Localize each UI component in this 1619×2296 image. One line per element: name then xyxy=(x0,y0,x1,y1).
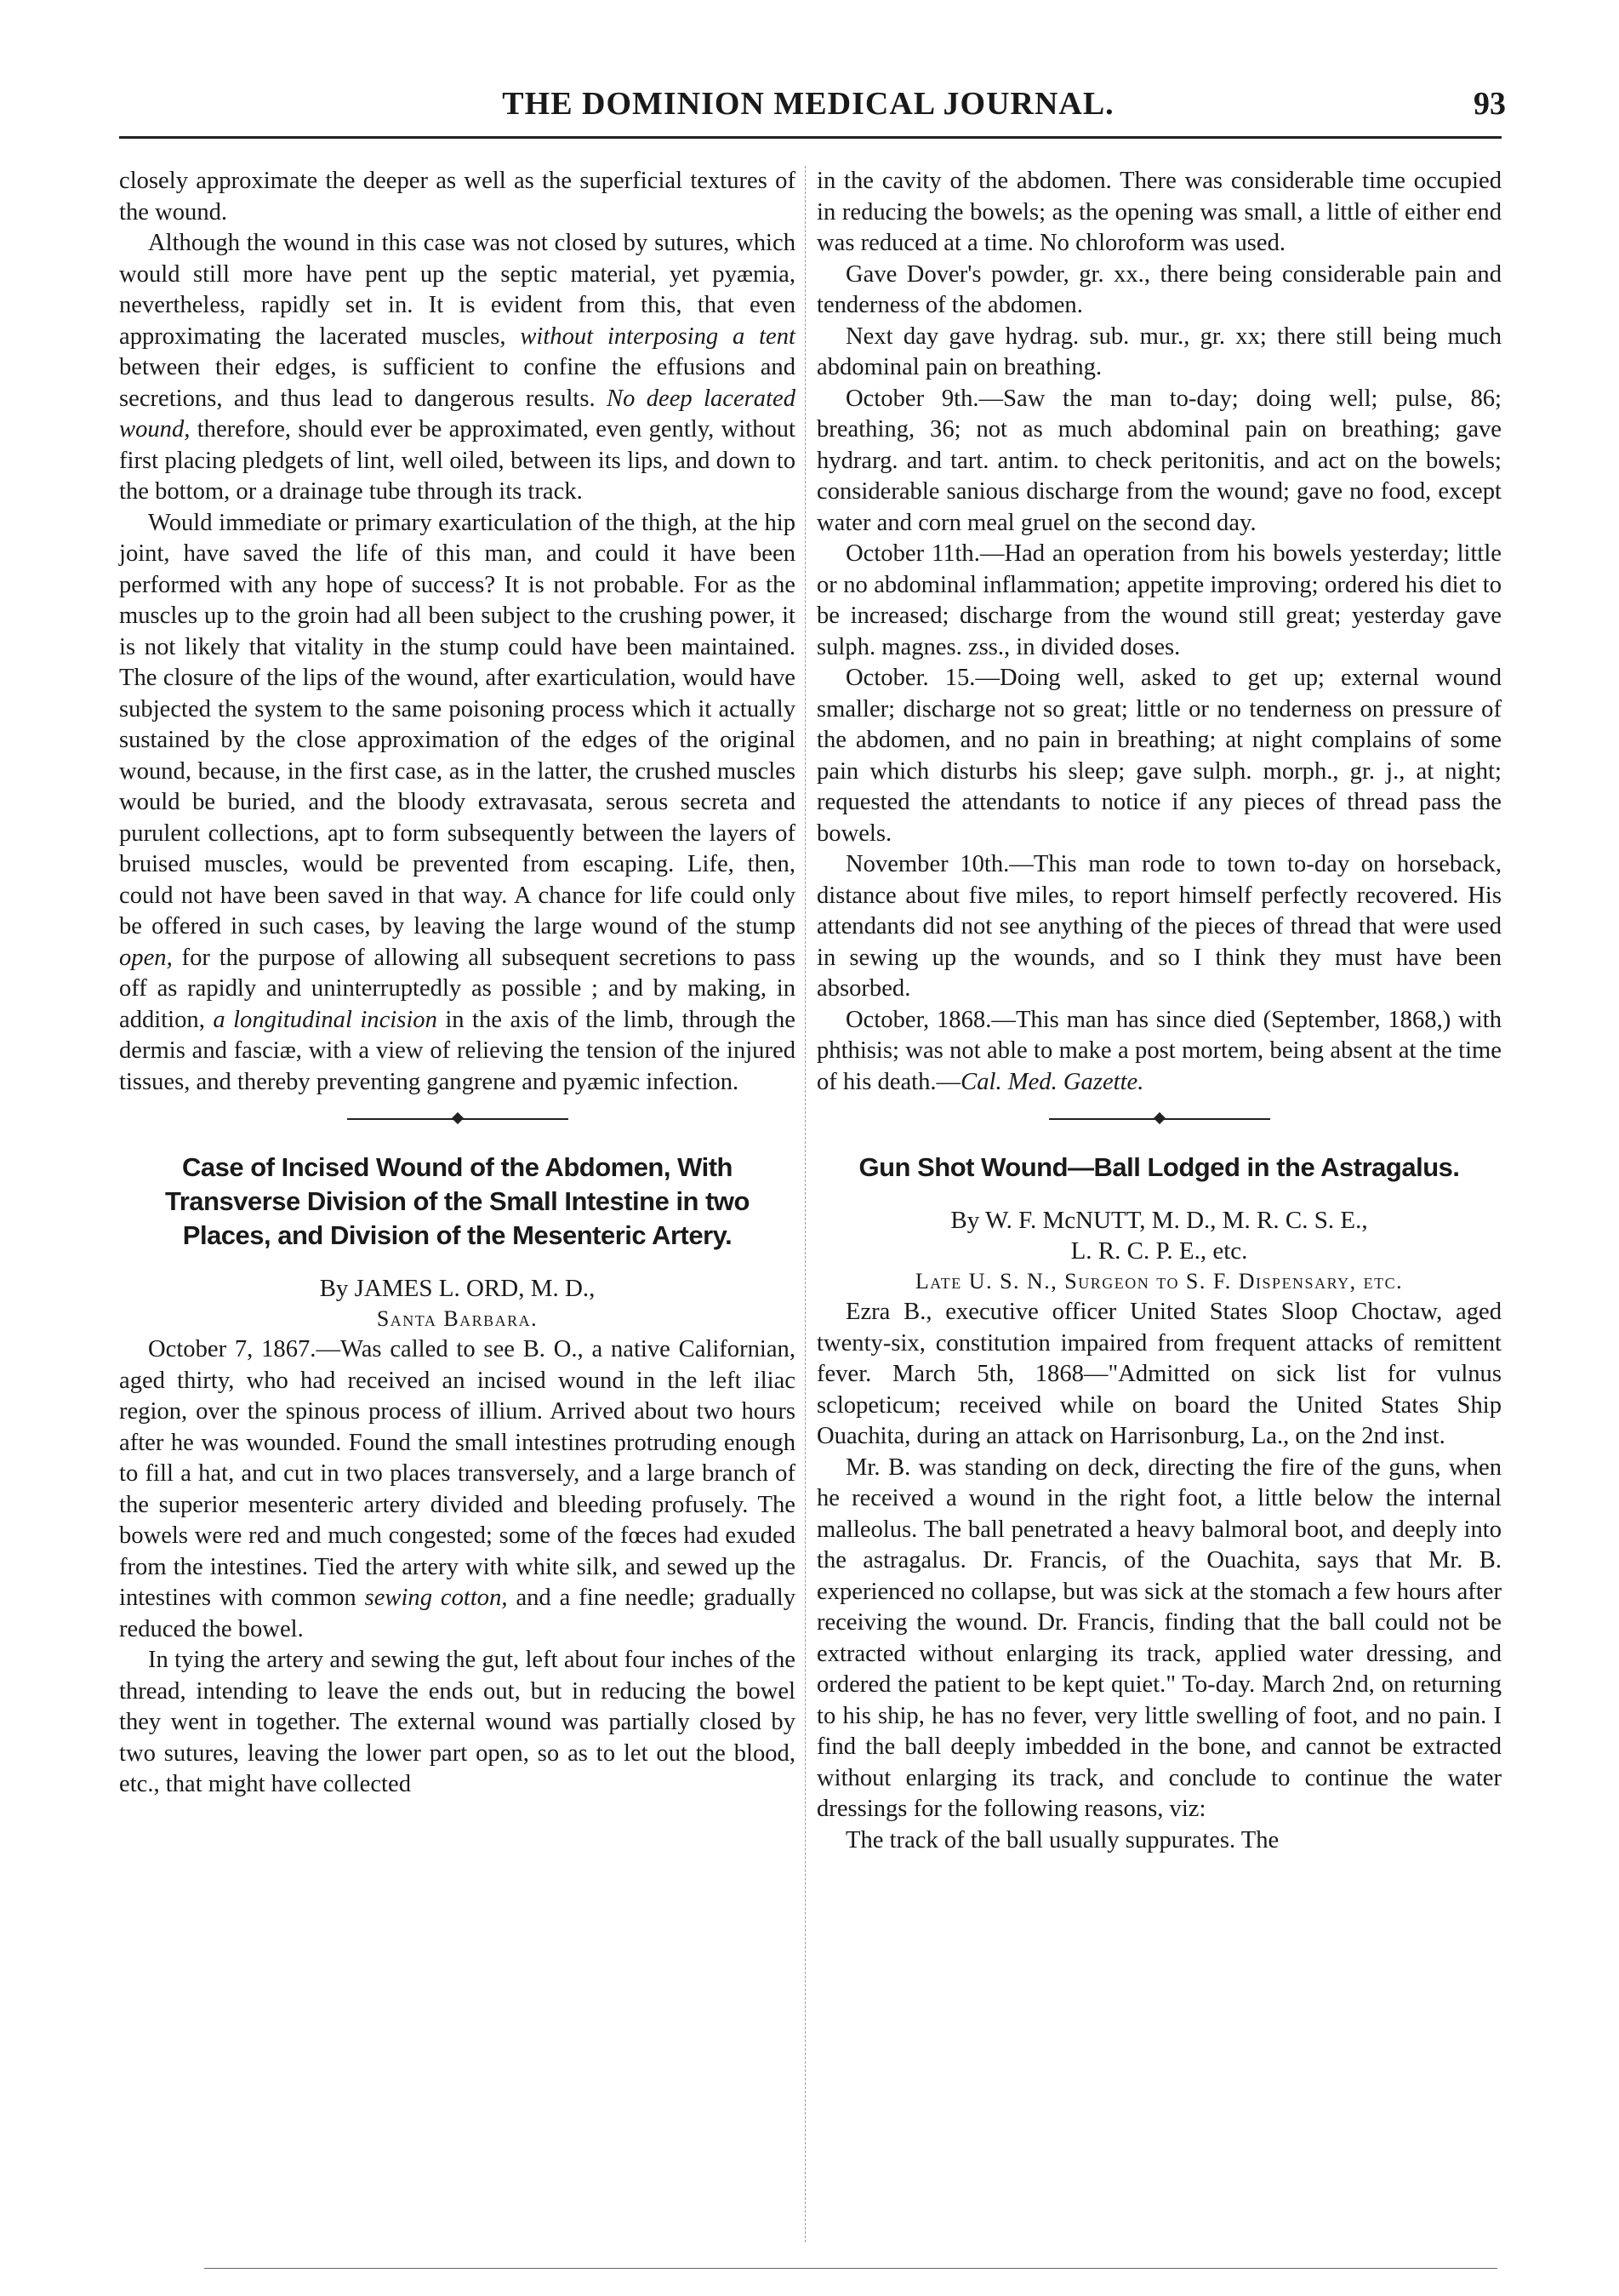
left-column xyxy=(119,166,795,1801)
author-byline: By JAMES L. ORD, M. D., xyxy=(319,1275,596,1302)
paragraph: October 7, 1867.—Was called to see B. O., a native Californian, aged thirty, who had received an incised wound in the left iliac region, over the spinous process of illium. Arrived about two hours after he was wounded. Found the small intestines protruding enough to fill a hat, and cut in two places transversely, and a large branch of the superior mesenteric artery divided and bleeding profusely. The bowels were red and much congested; some of the fœces had exuded from the intestines. Tied the artery with white silk, and sewed up the intestines with common sewing cotton, and a fine needle; gradually reduced the bowel. xyxy=(119,1336,795,1642)
paragraph: closely approximate the deeper as well as the superficial textures of the wound. xyxy=(119,168,795,226)
paragraph: Would immediate or primary exarticulation of the thigh, at the hip joint, have saved the life of this man, and could it have been performed with any hope of success? It is not probable. For as the muscles up to the groin had all been subject to the crushing power, it is not likely that vitality in the stump could have been maintained. The closure of the lips of the wound, after exarticulation, would have subjected the system to the same poisoning process which it actually sustained by the close approximation of the edges of the original wound, because, in the first case, as in the latter, the crushed muscles would be buried, and the bloody extravasata, serous secreta and purulent collections, apt to form subsequently between the layers of bruised muscles, would be prevented from escaping. Life, then, could not have been saved in that way. A chance for life could only be offered in such cases, by leaving the large wound of the stump open, for the purpose of allowing all subsequent secretions to pass off as rapidly and uninterruptedly as possible ; and by making, in addition, a longitudinal incision in the axis of the limb, through the dermis and fasciæ, with a view of relieving the tension of the injured tissues, and thereby preventing gangrene and pyæmic infection. xyxy=(119,509,795,1095)
page-number: 93 xyxy=(1474,86,1506,122)
running-head xyxy=(111,85,1506,136)
author-byline: By W. F. McNUTT, M. D., M. R. C. S. E., xyxy=(950,1207,1368,1234)
paragraph: In tying the artery and sewing the gut, left about four inches of the thread, intending to leave the ends out, but in reducing the bowel they went in together. The external wound was partially closed by two sutures, leaving the lower part open, so as to let out the blood, etc., that might have collected xyxy=(119,1647,795,1797)
paragraph: Next day gave hydrag. sub. mur., gr. xx; there still being much abdominal pain on breathing. xyxy=(817,323,1502,380)
author-credentials: L. R. C. P. E., etc. xyxy=(1070,1237,1248,1265)
section-divider xyxy=(817,1103,1502,1134)
paragraph: October. 15.—Doing well, asked to get up; external wound smaller; discharge not so great; little or no tenderness on pressure of the abdomen, and no pain in breathing; at night complains of some pain which disturbs his sleep; gave sulph. morph., gr. j., at night; requested the attendants to notice if any pieces of thread pass the bowels. xyxy=(817,665,1502,847)
paragraph: The track of the ball usually suppurates. The xyxy=(846,1826,1280,1853)
paragraph: in the cavity of the abdomen. There was considerable time occupied in reducing the bowels; as the opening was small, a little of either end was reduced at a time. No chloroform was used. xyxy=(817,168,1502,256)
header-rule xyxy=(119,136,1502,139)
paragraph: Gave Dover's powder, gr. xx., there being considerable pain and tenderness of the abdomen. xyxy=(817,260,1502,318)
paragraph: Mr. B. was standing on deck, directing the fire of the guns, when he received a wound in the right foot, a little below the internal malleolus. The ball penetrated a heavy balmoral boot, and deeply into the astragalus. Dr. Francis, of the Ouachita, says that Mr. B. experienced no collapse, but was sick at the stomach a few hours after receiving the wound. Dr. Francis, finding that the ball could not be extracted without enlarging its track, applied water dressing, and ordered the patient to be kept quiet." To-day. March 2nd, on returning to his ship, he has no fever, very little swelling of foot, and no pain. I find the ball deeply imbedded in the bone, and cannot be extracted without enlarging its track, and conclude to continue the water dressings for the following reasons, viz: xyxy=(817,1454,1502,1822)
article-title: Gun Shot Wound—Ball Lodged in the Astragalus. xyxy=(858,1152,1460,1182)
paragraph: October 11th.—Had an operation from his bowels yesterday; little or no abdominal inflammation; appetite improving; ordered his diet to be increased; discharge from the wound still great; yesterday gave sulph. magnes. zss., in divided doses. xyxy=(817,540,1502,660)
paragraph: Ezra B., executive officer United States Sloop Choctaw, aged twenty-six, constitution impaired from frequent attacks of remittent fever. March 5th, 1868—"Admitted on sick list for vulnus sclopeticum; received while on board the United States Ship Ouachita, during an attack on Harrisonburg, La., on the 2nd inst. xyxy=(817,1299,1502,1449)
paragraph: November 10th.—This man rode to town to-day on horseback, distance about five miles, to report himself perfectly recovered. His attendants did not see anything of the pieces of thread that were used in sewing up the wounds, and so I think they must have been absorbed. xyxy=(817,851,1502,1002)
paragraph: October 9th.—Saw the man to-day; doing well; pulse, 86; breathing, 36; not as much abdominal pain on breathing; gave hydrarg. and tart. antim. to check peritonitis, and act on the bowels; considerable sanious discharge from the wound; gave no food, except water and corn meal gruel on the second day. xyxy=(817,385,1502,536)
right-column xyxy=(817,166,1502,1856)
column-divider xyxy=(805,166,806,2242)
journal-title: THE DOMINION MEDICAL JOURNAL. xyxy=(502,86,1114,122)
author-affiliation: Late U. S. N., Surgeon to S. F. Dispensary, etc. xyxy=(915,1269,1404,1294)
article-title: Case of Incised Wound of the Abdomen, With Transverse Division of the Small Intestine in two Places, and Division of the Mesenteric Artery. xyxy=(165,1152,750,1250)
author-location: Santa Barbara. xyxy=(376,1306,539,1331)
paragraph: Although the wound in this case was not closed by sutures, which would still more have pent up the septic material, yet pyæmia, nevertheless, rapidly set in. It is evident from this, that even approximating the lacerated muscles, without interposing a tent between their edges, is sufficient to confine the effusions and secretions, and thus lead to dangerous results. No deep lacerated wound, therefore, should ever be approximated, even gently, without first placing pledgets of lint, well oiled, between its lips, and down to the bottom, or a drainage tube through its track. xyxy=(119,230,796,505)
section-divider xyxy=(119,1103,795,1134)
footer-rule xyxy=(204,2268,1497,2269)
paragraph: October, 1868.—This man has since died (September, 1868,) with phthisis; was not able to make a post mortem, being absent at the time of his death.—Cal. Med. Gazette. xyxy=(817,1006,1502,1095)
